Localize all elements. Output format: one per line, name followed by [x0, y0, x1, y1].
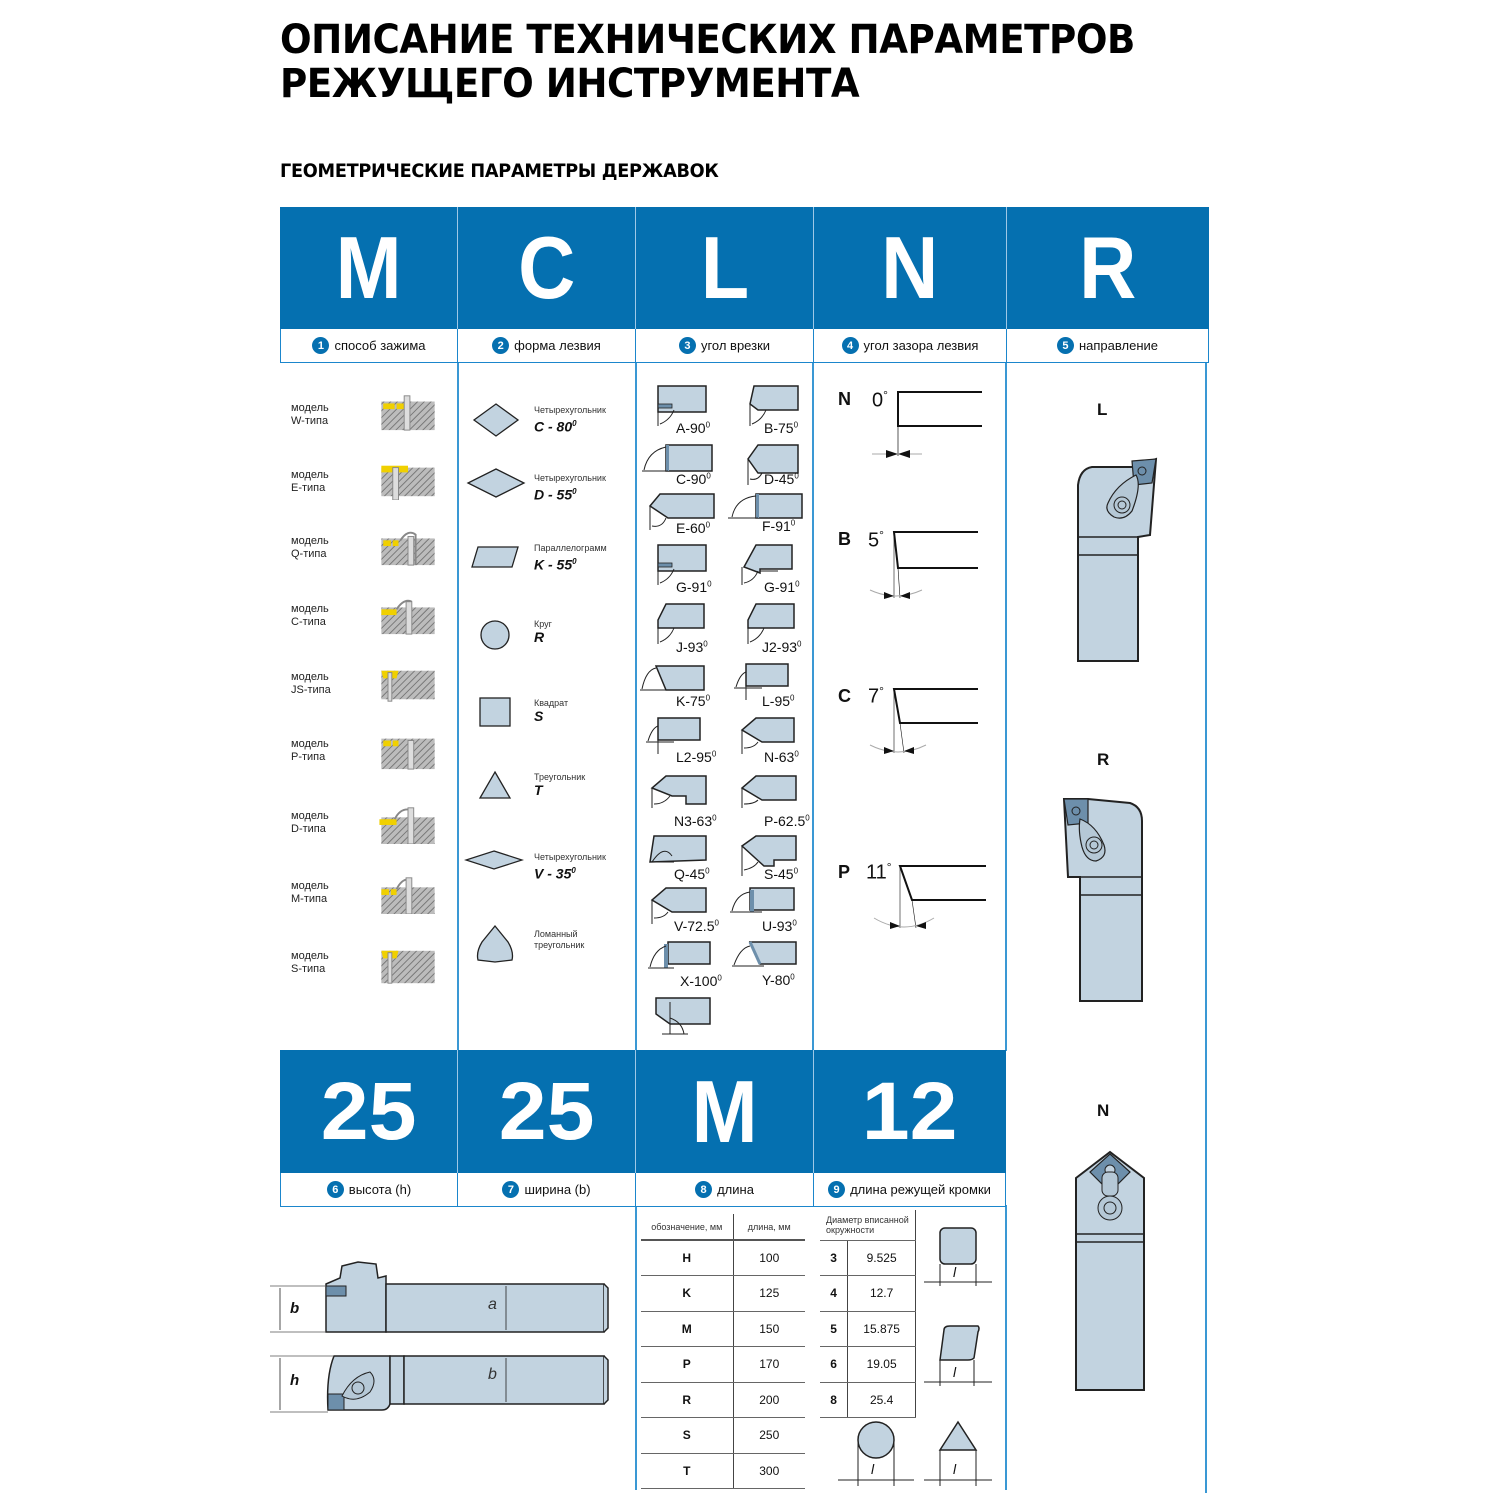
angle-label: V-72.5$^0$ [674, 918, 719, 934]
table-row: M 150 [641, 1311, 805, 1347]
label-width: 7 ширина (b) [458, 1173, 636, 1207]
shape-item: Треугольник T [534, 772, 586, 798]
col-header: Диаметр вписанной окружности [820, 1210, 916, 1240]
label-edge-length: 9 длина режущей кромки [814, 1173, 1006, 1207]
direction-letter: L [1097, 400, 1108, 419]
clamp-e-icon [378, 460, 438, 500]
clamp-q-icon [378, 527, 438, 567]
clearance-value: 11° [866, 860, 892, 884]
angle-label: P-62.5$^0$ [764, 813, 810, 829]
angle-label: $J2-93^0$ [762, 639, 802, 655]
label-height: 6 высота (h) [280, 1173, 458, 1207]
column-divider [635, 1205, 637, 1490]
clamp-label: модель JS-типа [291, 671, 331, 696]
rhombus-edge-icon [922, 1324, 994, 1388]
angle-u93-icon [728, 886, 800, 916]
page-title [280, 18, 1135, 106]
number-badge: 8 [695, 1181, 712, 1198]
table-row: 5 15.875 [820, 1311, 916, 1347]
shape-item: Четырехугольник V - $35^0$ [534, 852, 606, 882]
column-divider [635, 363, 637, 1051]
number-badge: 2 [492, 337, 509, 354]
label-clearance: 4 угол зазора лезвия [814, 329, 1007, 363]
clamp-label: модель E-типа [291, 469, 329, 494]
angle-k75-icon [638, 664, 708, 694]
dim-a-label: a [488, 1296, 497, 1313]
table-row: 3 9.525 [820, 1240, 916, 1276]
table-row: H 100 [641, 1240, 805, 1276]
l-label: l [953, 1461, 957, 1477]
clearance-b-icon [868, 528, 984, 600]
clamp-m-icon [378, 874, 438, 914]
code-row-top [280, 207, 1209, 329]
angle-label: $B-75^0$ [764, 420, 799, 436]
code-row-bottom [280, 1050, 1006, 1173]
angle-label: $L2-95^0$ [676, 749, 717, 765]
angle-unlabeled-icon [652, 996, 714, 1038]
clamp-label: модель S-типа [291, 950, 329, 975]
clearance-letter: P [838, 862, 851, 882]
shape-item: Параллелограмм K - $55^0$ [534, 543, 607, 573]
shape-item: Четырехугольник C - $80^0$ [534, 405, 606, 435]
angle-label: $U-93^0$ [762, 918, 797, 934]
clamp-js-icon [378, 665, 438, 705]
triangle-insert-icon [478, 770, 512, 800]
angle-label: $C-90^0$ [676, 471, 711, 487]
clearance-n-icon [870, 388, 986, 460]
clamp-label: модель C-типа [291, 603, 329, 628]
angle-label: $N3-63^0$ [674, 813, 717, 829]
number-badge: 7 [502, 1181, 519, 1198]
code-letter-clearance: N [814, 207, 1007, 329]
angle-q45-icon [648, 834, 712, 868]
clearance-p-icon [870, 862, 990, 934]
clamp-s-icon [378, 947, 438, 987]
holder-right-icon [1060, 795, 1150, 1005]
col-header: обозначение, мм [641, 1214, 733, 1240]
code-length: M [636, 1050, 814, 1173]
code-labels-top [280, 329, 1209, 363]
shape-item: Ломанный треугольник [534, 929, 585, 950]
l-label: l [871, 1461, 875, 1477]
angle-label: $Q-45^0$ [674, 866, 710, 882]
col-header: длина, мм [733, 1214, 805, 1240]
circle-insert-icon [479, 619, 511, 651]
column-divider [812, 363, 814, 1051]
number-badge: 3 [679, 337, 696, 354]
label-direction: 5 направление [1007, 329, 1209, 363]
table-row: 6 19.05 [820, 1347, 916, 1383]
clamp-p-icon [378, 731, 438, 771]
number-badge: 9 [828, 1181, 845, 1198]
column-divider [1205, 363, 1207, 1493]
rhombus-80-icon [472, 402, 520, 438]
table-row: K 125 [641, 1276, 805, 1312]
holder-side-views-icon [266, 1256, 612, 1416]
angle-label: $K-75^0$ [676, 693, 711, 709]
clearance-value: 0° [872, 388, 888, 412]
table-row: 8 25.4 [820, 1382, 916, 1418]
dim-b2-label: b [488, 1366, 497, 1383]
angle-label: $L-95^0$ [762, 693, 795, 709]
clearance-letter: C [838, 686, 851, 706]
clamp-label: модель W-типа [291, 402, 329, 427]
angle-label: $J-93^0$ [676, 639, 708, 655]
angle-label: $F-91^0$ [762, 518, 796, 534]
number-badge: 6 [327, 1181, 344, 1198]
angle-label: $G-91^0$ [676, 579, 712, 595]
angle-p62-5-icon [738, 774, 800, 812]
angle-label: $S-45^0$ [764, 866, 799, 882]
number-badge: 1 [312, 337, 329, 354]
number-badge: 4 [842, 337, 859, 354]
angle-y80-icon [730, 940, 800, 970]
column-divider [457, 363, 459, 1051]
holder-neutral-icon [1072, 1148, 1148, 1394]
clamp-d-icon [378, 804, 438, 844]
ic-table [820, 1210, 916, 1418]
holder-left-icon [1070, 455, 1160, 665]
clamp-label: модель Q-типа [291, 535, 329, 560]
code-letter-approach: L [636, 207, 814, 329]
angle-label: $X-100^0$ [680, 973, 722, 989]
angle-label: $E-60^0$ [676, 520, 711, 536]
clamp-label: модель P-типа [291, 738, 329, 763]
clamp-c-icon [378, 596, 438, 636]
dim-h-label: h [290, 1372, 300, 1389]
code-width: 25 [458, 1050, 636, 1173]
code-letter-direction: R [1007, 207, 1209, 329]
clearance-letter: B [838, 529, 851, 549]
column-divider [1005, 363, 1007, 1051]
direction-letter: R [1097, 750, 1110, 769]
table-row: P 170 [641, 1347, 805, 1383]
angle-label: $Y-80^0$ [762, 972, 795, 988]
code-letter-clamping: M [280, 207, 458, 329]
angle-label: $G-91^0$ [764, 579, 800, 595]
shape-item: Четырехугольник D - $55^0$ [534, 473, 606, 503]
square-insert-icon [479, 697, 511, 727]
clearance-value: 5° [868, 528, 884, 552]
table-row: R 200 [641, 1382, 805, 1418]
clearance-c-icon [868, 685, 984, 757]
column-divider [1005, 1205, 1007, 1490]
shape-item: Круг R [534, 619, 552, 645]
table-row: 4 12.7 [820, 1276, 916, 1312]
clamp-label: модель M-типа [291, 880, 329, 905]
label-clamping: 1 способ зажима [280, 329, 458, 363]
code-letter-shape: C [458, 207, 636, 329]
dim-b-label: b [290, 1300, 300, 1317]
trigon-insert-icon [474, 924, 516, 964]
clamp-label: модель D-типа [291, 810, 329, 835]
length-table [641, 1214, 805, 1489]
angle-x100-icon [646, 940, 712, 972]
square-edge-icon [922, 1224, 994, 1288]
section-subtitle: ГЕОМЕТРИЧЕСКИЕ ПАРАМЕТРЫ ДЕРЖАВОК [280, 160, 719, 182]
circle-edge-icon [836, 1418, 916, 1488]
table-row: S 250 [641, 1418, 805, 1454]
table-row: T 300 [641, 1453, 805, 1489]
triangle-edge-icon [922, 1418, 994, 1488]
angle-n3-63-icon [648, 774, 712, 812]
clamp-w-icon [378, 392, 438, 432]
rhombus-35-icon [464, 850, 524, 870]
code-edge-length: 12 [814, 1050, 1006, 1173]
rhombus-55-icon [466, 468, 526, 498]
parallelogram-icon [470, 545, 520, 569]
direction-letter: N [1097, 1101, 1110, 1120]
code-labels-bottom [280, 1173, 1006, 1207]
l-label: l [953, 1264, 957, 1280]
label-approach: 3 угол врезки [636, 329, 814, 363]
label-length: 8 длина [636, 1173, 814, 1207]
title-line-1: ОПИСАНИЕ ТЕХНИЧЕСКИХ ПАРАМЕТРОВ [280, 17, 1135, 63]
clearance-letter: N [838, 389, 851, 409]
shape-item: Квадрат S [534, 698, 569, 724]
angle-label: $N-63^0$ [764, 749, 799, 765]
l-label: l [953, 1364, 957, 1380]
angle-label: $A-90^0$ [676, 420, 711, 436]
clearance-value: 7° [868, 684, 884, 708]
number-badge: 5 [1057, 337, 1074, 354]
title-line-2: РЕЖУЩЕГО ИНСТРУМЕНТА [280, 61, 860, 107]
label-shape: 2 форма лезвия [458, 329, 636, 363]
angle-label: $D-45^0$ [764, 471, 799, 487]
code-height: 25 [280, 1050, 458, 1173]
